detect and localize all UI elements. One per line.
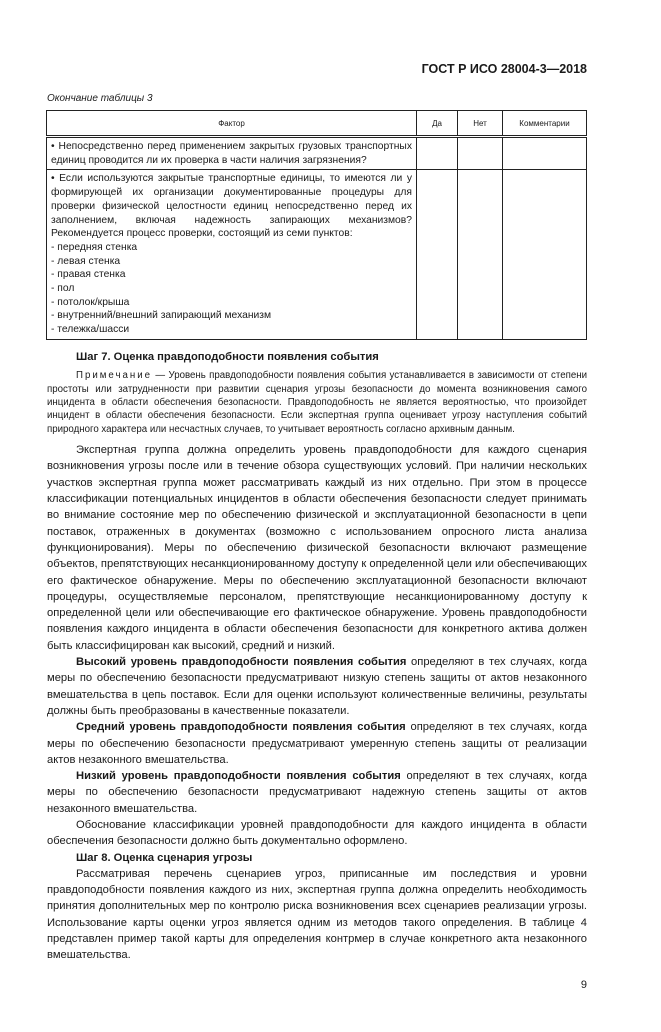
yes-cell [417,137,458,170]
paragraph-high [47,654,587,719]
col-yes: Да [417,111,458,137]
term: Низкий уровень правдоподобности появления события [76,770,401,783]
page-number: 9 [580,978,587,991]
check-item: - внутренний/внешний запирающий механизм [51,310,272,322]
check-item: - тележка/шасси [51,324,130,336]
check-item: - потолок/крыша [51,296,130,308]
col-no: Нет [458,111,503,137]
paragraph-mid [47,719,587,768]
body-text [47,349,587,964]
factor-table [46,110,587,340]
note-text: — Уровень правдоподобности появления события устанавливается в зависимости от степени простоты или затрудненности при развитии сценария угрозы безопасности до момента возникновения самого инцидента в области обеспечения безопасности. Правдоподобность не является вероятностью, что произойдет инцидент в области обеспечения безопасности. Если экспертная группа оценивает угрозу наступления событий природного характера или несчастных случаев, то учитывает вероятность согласно архивным данным. [47,370,587,435]
no-cell [458,137,503,170]
table-row [47,137,587,170]
yes-cell [417,170,458,339]
table-caption: Окончание таблицы 3 [47,93,153,104]
check-item: - пол [51,283,75,295]
paragraph-text: определяют в тех случаях, когда меры по обеспечению безопасности предусматривают умеренную степень защиты от реализации актов незаконного вмешательства. [47,721,587,766]
table-header-row [47,111,587,137]
factor-cell [47,170,417,339]
table-row [47,170,587,339]
check-item: - левая стенка [51,255,121,267]
paragraph-text: определяют в тех случаях, когда меры по обеспечению безопасности предусматривают низкую степень защиты от актов незаконного вмешательства в цепь поставок. Если для оценки используют количественные величины, результаты должны быть преобразованы в качественные показатели. [47,656,587,717]
paragraph: Рассматривая перечень сценариев угроз, приписанные им последствия и уровни правдоподобности появления каждого из них, экспертная группа должна определить необходимость принятия дополнительных мер по контролю риска возникновения всех сценариев реализации угрозы. Использование карты оценки угроз является одним из методов такого определения. В таблице 4 представлен пример такой карты для определения контрмер в случае конкретного акта незаконного вмешательства. [47,867,587,962]
check-item: - передняя стенка [51,241,138,253]
step7-heading: Шаг 7. Оценка правдоподобности появления события [76,350,379,363]
term: Высокий уровень правдоподобности появления события [76,656,407,669]
paragraph-low [47,768,587,817]
comments-cell [503,170,587,339]
note [47,369,587,436]
no-cell [458,170,503,339]
paragraph-text: определяют в тех случаях, когда меры по обеспечению безопасности предусматривают надежную степень защиты от актов незаконного вмешательства. [47,770,587,815]
step8-heading: Шаг 8. Оценка сценария угрозы [76,851,253,864]
col-comments: Комментарии [503,111,587,137]
check-item: - правая стенка [51,269,126,281]
factor-text: • Если используются закрытые транспортные единицы, то имеются ли у формирующей их организации документированные процедуры для проверки физической целостности единиц непосредственно перед их заполнением, включая надежность запирающих механизмов? Рекомендуется процесс проверки, состоящий из семи пунктов: [51,173,412,240]
col-factor: Фактор [47,111,417,137]
comments-cell [503,137,587,170]
paragraph: Обоснование классификации уровней правдоподобности для каждого инцидента в области обеспечения безопасности должно быть документально оформлено. [47,819,587,848]
term: Средний уровень правдоподобности появления события [76,721,406,734]
standard-header: ГОСТ Р ИСО 28004-3—2018 [421,62,587,76]
factor-cell: • Непосредственно перед применением закрытых грузовых транспортных единиц проводится ли их проверка в части наличия загрязнения? [47,137,417,170]
note-label: Примечание [76,370,153,382]
paragraph: Экспертная группа должна определить уровень правдоподобности для каждого сценария возникновения угрозы после или в течение обзора существующих условий. При наличии нескольких участков экспертная группа может рассматривать каждый из них отдельно. При этом в процессе классификации потенциальных инцидентов в области обеспечения безопасности следует принимать во внимание состояние мер по обеспечению физической и эксплуатационной безопасности в цепи поставок, отраженных в документах (возможно с использованием опросного листа анализа функционирования). Меры по обеспечению физической безопасности включают размещение объектов, препятствующих несанкционированному доступу к определенной цели или обеспечивающих его фактическое обнаружение. Меры по обеспечению эксплуатационной безопасности включают процедуры, осуществляемые персоналом, препятствующие несанкционированному доступу к определенной цели или обеспечивающие его фактическое обнаружение. Уровень правдоподобности появления каждого инцидента в области обеспечения безопасности для конкретного актива должен быть классифицирован как высокий, средний и низкий. [47,444,587,652]
